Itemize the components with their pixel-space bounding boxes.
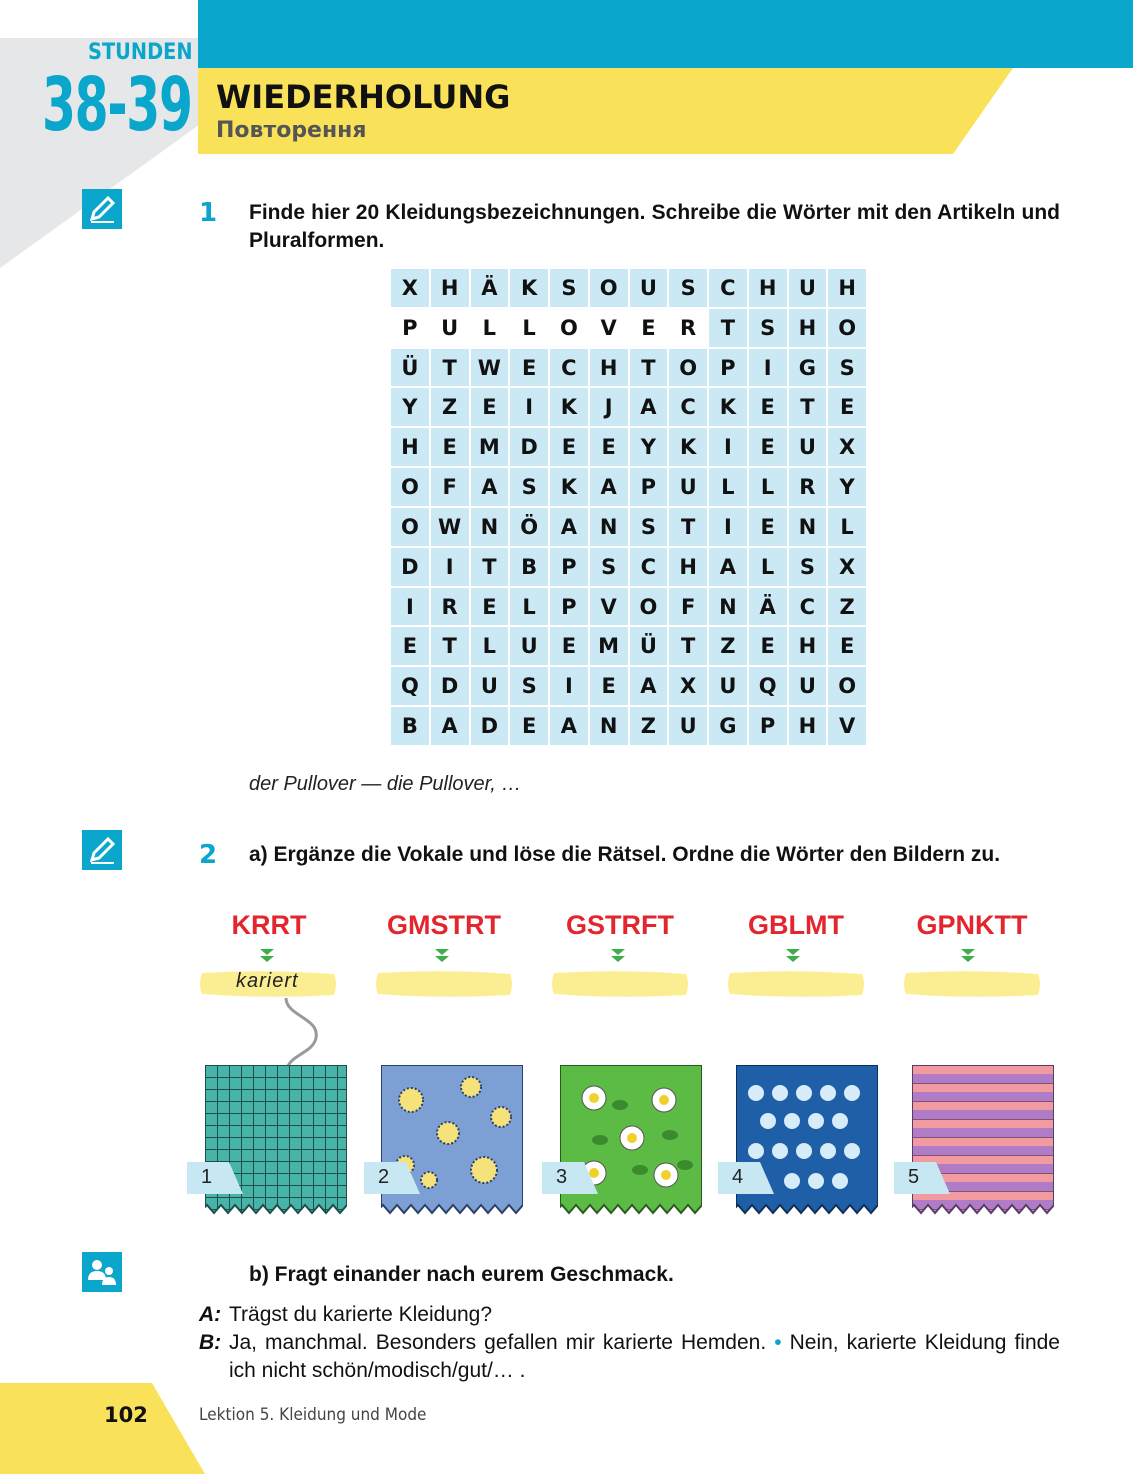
number-tag	[894, 1162, 950, 1194]
grid-letter: U	[709, 667, 747, 705]
grid-letter: T	[431, 627, 469, 665]
grid-letter: D	[510, 428, 548, 466]
grid-letter: Y	[391, 388, 429, 426]
grid-letter: T	[789, 388, 827, 426]
grid-letter: T	[669, 627, 707, 665]
grid-letter: K	[709, 388, 747, 426]
grid-letter: H	[828, 269, 866, 307]
grid-letter: U	[789, 428, 827, 466]
grid-letter: E	[749, 388, 787, 426]
grid-letter: Z	[828, 588, 866, 626]
grid-letter: A	[471, 468, 509, 506]
pair-work-icon	[82, 1252, 122, 1292]
grid-letter: A	[709, 548, 747, 586]
grid-letter: H	[431, 269, 469, 307]
grid-letter: Ö	[510, 508, 548, 546]
grid-letter: V	[590, 588, 628, 626]
grid-letter: Q	[749, 667, 787, 705]
grid-letter: O	[630, 588, 668, 626]
grid-letter: U	[510, 627, 548, 665]
grid-letter: R	[789, 468, 827, 506]
grid-letter: L	[828, 508, 866, 546]
grid-letter: E	[471, 588, 509, 626]
grid-letter: O	[391, 508, 429, 546]
connector-line	[280, 996, 330, 1068]
dialog-line-b	[199, 1329, 221, 1357]
lesson-number: 38-39	[42, 62, 192, 148]
word-search-grid	[391, 269, 866, 745]
page-title: WIEDERHOLUNG	[216, 78, 511, 116]
grid-letter: D	[391, 548, 429, 586]
grid-letter: E	[828, 388, 866, 426]
grid-letter: U	[630, 269, 668, 307]
grid-letter: X	[828, 548, 866, 586]
picture-number: 1	[201, 1166, 213, 1188]
grid-letter: U	[441, 315, 459, 340]
grid-letter: T	[431, 349, 469, 387]
number-tag	[542, 1162, 598, 1194]
grid-letter: T	[630, 349, 668, 387]
grid-letter: I	[391, 588, 429, 626]
grid-letter: D	[431, 667, 469, 705]
grid-letter: R	[680, 315, 697, 340]
grid-letter: S	[510, 468, 548, 506]
grid-letter: H	[789, 707, 827, 745]
speaker-label: B:	[199, 1331, 222, 1354]
grid-letter: E	[828, 627, 866, 665]
grid-letter: N	[471, 508, 509, 546]
down-arrow-icon	[783, 948, 803, 964]
grid-letter: G	[709, 707, 747, 745]
grid-letter: C	[630, 548, 668, 586]
grid-letter: S	[828, 349, 866, 387]
grid-letter: Y	[828, 468, 866, 506]
footer-band	[0, 1383, 205, 1474]
grid-letter: Z	[630, 707, 668, 745]
down-arrow-icon	[958, 948, 978, 964]
grid-letter: M	[590, 627, 628, 665]
task-number: 1	[199, 198, 218, 228]
grid-letter: Ü	[630, 627, 668, 665]
grid-letter: E	[749, 508, 787, 546]
grid-letter: C	[669, 388, 707, 426]
grid-letter: K	[669, 428, 707, 466]
grid-letter: S	[550, 269, 588, 307]
task-instruction: a) Ergänze die Vokale und löse die Rätsel. Ordne die Wörter den Bildern zu.	[249, 843, 1001, 866]
grid-letter: B	[391, 707, 429, 745]
grid-letter: D	[471, 707, 509, 745]
grid-letter: M	[471, 428, 509, 466]
grid-letter: B	[510, 548, 548, 586]
dialog-sentence: Ja, manchmal. Besonders gefallen mir karierte Hemden.	[229, 1331, 767, 1354]
grid-letter: E	[550, 428, 588, 466]
grid-letter: T	[669, 508, 707, 546]
grid-letter: X	[828, 428, 866, 466]
grid-letter: Ü	[391, 349, 429, 387]
grid-letter: C	[550, 349, 588, 387]
grid-letter: I	[709, 428, 747, 466]
grid-letter: H	[590, 349, 628, 387]
grid-letter: U	[471, 667, 509, 705]
grid-letter: U	[789, 667, 827, 705]
grid-letter: K	[550, 468, 588, 506]
grid-letter: X	[391, 269, 429, 307]
number-tag	[718, 1162, 774, 1194]
grid-letter: U	[669, 707, 707, 745]
grid-letter: N	[789, 508, 827, 546]
dialog-sentence: Nein, karierte Kleidung finde ich nicht schön/modisch/gut/… .	[229, 1331, 1060, 1382]
grid-letter: Z	[431, 388, 469, 426]
number-tag	[187, 1162, 243, 1194]
grid-letter: I	[510, 388, 548, 426]
task-number: 2	[199, 840, 218, 870]
answer-highlight	[550, 969, 690, 999]
grid-letter: G	[789, 349, 827, 387]
grid-letter: E	[510, 349, 548, 387]
grid-letter: I	[550, 667, 588, 705]
header-top-bar	[198, 0, 1133, 68]
grid-letter: U	[669, 468, 707, 506]
puzzle-word: GPNKTT	[916, 910, 1028, 940]
example-answer: der Pullover — die Pullover, …	[249, 773, 522, 795]
grid-letter: O	[828, 667, 866, 705]
grid-letter: T	[471, 548, 509, 586]
grid-letter: P	[402, 315, 418, 340]
grid-letter: A	[590, 468, 628, 506]
bullet-separator: •	[774, 1331, 782, 1354]
grid-letter: I	[709, 508, 747, 546]
grid-letter: S	[669, 269, 707, 307]
answer-highlight	[726, 969, 866, 999]
grid-letter: U	[789, 269, 827, 307]
picture-number: 2	[378, 1166, 390, 1188]
grid-letter: Ä	[471, 269, 509, 307]
grid-letter: L	[749, 468, 787, 506]
down-arrow-icon	[257, 948, 277, 964]
task-instruction: Finde hier 20 Kleidungsbezeichnungen. Schreibe die Wörter mit den Artikeln und Pluralformen.	[249, 201, 1060, 252]
dialog-line-a	[199, 1301, 221, 1329]
grid-letter: E	[391, 627, 429, 665]
grid-letter: A	[630, 667, 668, 705]
grid-letter: I	[431, 548, 469, 586]
grid-letter: N	[590, 707, 628, 745]
grid-letter: C	[709, 269, 747, 307]
grid-letter: N	[590, 508, 628, 546]
grid-letter: W	[471, 349, 509, 387]
grid-letter: P	[630, 468, 668, 506]
grid-letter: J	[590, 388, 628, 426]
grid-letter: Y	[630, 428, 668, 466]
grid-letter: O	[391, 468, 429, 506]
task-instruction-b: b) Fragt einander nach eurem Geschmack.	[249, 1263, 674, 1286]
down-arrow-icon	[432, 948, 452, 964]
grid-letter: I	[749, 349, 787, 387]
dialog-text-b	[229, 1329, 1060, 1385]
grid-letter: L	[471, 627, 509, 665]
stunden-label: STUNDEN	[88, 40, 193, 65]
puzzle-word: GMSTRT	[387, 910, 501, 940]
grid-letter: Q	[391, 667, 429, 705]
grid-letter: O	[828, 309, 866, 347]
grid-letter: S	[630, 508, 668, 546]
grid-letter: T	[709, 309, 747, 347]
grid-letter: X	[669, 667, 707, 705]
grid-letter: E	[590, 667, 628, 705]
pencil-icon	[82, 189, 122, 229]
grid-letter: P	[550, 588, 588, 626]
grid-letter: S	[510, 667, 548, 705]
grid-letter: L	[510, 588, 548, 626]
grid-letter: R	[431, 588, 469, 626]
grid-letter: V	[828, 707, 866, 745]
grid-letter: F	[669, 588, 707, 626]
grid-letter: Z	[709, 627, 747, 665]
pencil-icon	[82, 830, 122, 870]
grid-letter: L	[749, 548, 787, 586]
grid-letter: K	[510, 269, 548, 307]
grid-letter: E	[590, 428, 628, 466]
grid-letter: P	[749, 707, 787, 745]
grid-letter: H	[789, 627, 827, 665]
grid-letter: E	[550, 627, 588, 665]
picture-number: 5	[908, 1166, 920, 1188]
grid-letter: E	[471, 388, 509, 426]
puzzle-word: GSTRFT	[566, 910, 674, 940]
grid-letter: H	[789, 309, 827, 347]
grid-letter: H	[669, 548, 707, 586]
grid-letter: O	[590, 269, 628, 307]
grid-letter: W	[431, 508, 469, 546]
footer-lesson-title: Lektion 5. Kleidung und Mode	[199, 1405, 427, 1425]
grid-letter: S	[590, 548, 628, 586]
grid-letter: S	[749, 309, 787, 347]
puzzle-word: KRRT	[231, 910, 307, 940]
grid-letter: C	[789, 588, 827, 626]
grid-letter: E	[510, 707, 548, 745]
grid-letter: N	[709, 588, 747, 626]
grid-letter: E	[641, 315, 656, 340]
grid-letter: A	[550, 508, 588, 546]
answer-highlight	[374, 969, 514, 999]
page-number: 102	[104, 1403, 148, 1427]
page-subtitle: Повторення	[216, 118, 367, 143]
grid-letter: H	[391, 428, 429, 466]
puzzle-word: GBLMT	[748, 910, 844, 940]
picture-number: 4	[732, 1166, 744, 1188]
grid-letter: H	[749, 269, 787, 307]
dialog-text-a: Trägst du karierte Kleidung?	[229, 1303, 493, 1326]
grid-letter: A	[431, 707, 469, 745]
grid-letter: A	[630, 388, 668, 426]
answer-example: kariert	[236, 970, 299, 992]
grid-letter: P	[709, 349, 747, 387]
number-tag	[364, 1162, 420, 1194]
grid-letter: E	[431, 428, 469, 466]
grid-letter: E	[749, 627, 787, 665]
grid-letter: L	[482, 315, 497, 340]
grid-letter: P	[550, 548, 588, 586]
speaker-label: A:	[199, 1303, 222, 1326]
grid-letter: K	[550, 388, 588, 426]
grid-letter: O	[559, 315, 578, 340]
answer-highlight	[902, 969, 1042, 999]
grid-letter: Ä	[749, 588, 787, 626]
grid-letter: F	[431, 468, 469, 506]
grid-letter: A	[550, 707, 588, 745]
grid-letter: O	[669, 349, 707, 387]
picture-number: 3	[556, 1166, 568, 1188]
grid-letter: L	[709, 468, 747, 506]
grid-letter: E	[749, 428, 787, 466]
grid-letter: L	[522, 315, 536, 340]
grid-letter: S	[789, 548, 827, 586]
grid-letter: V	[600, 315, 617, 340]
down-arrow-icon	[608, 948, 628, 964]
